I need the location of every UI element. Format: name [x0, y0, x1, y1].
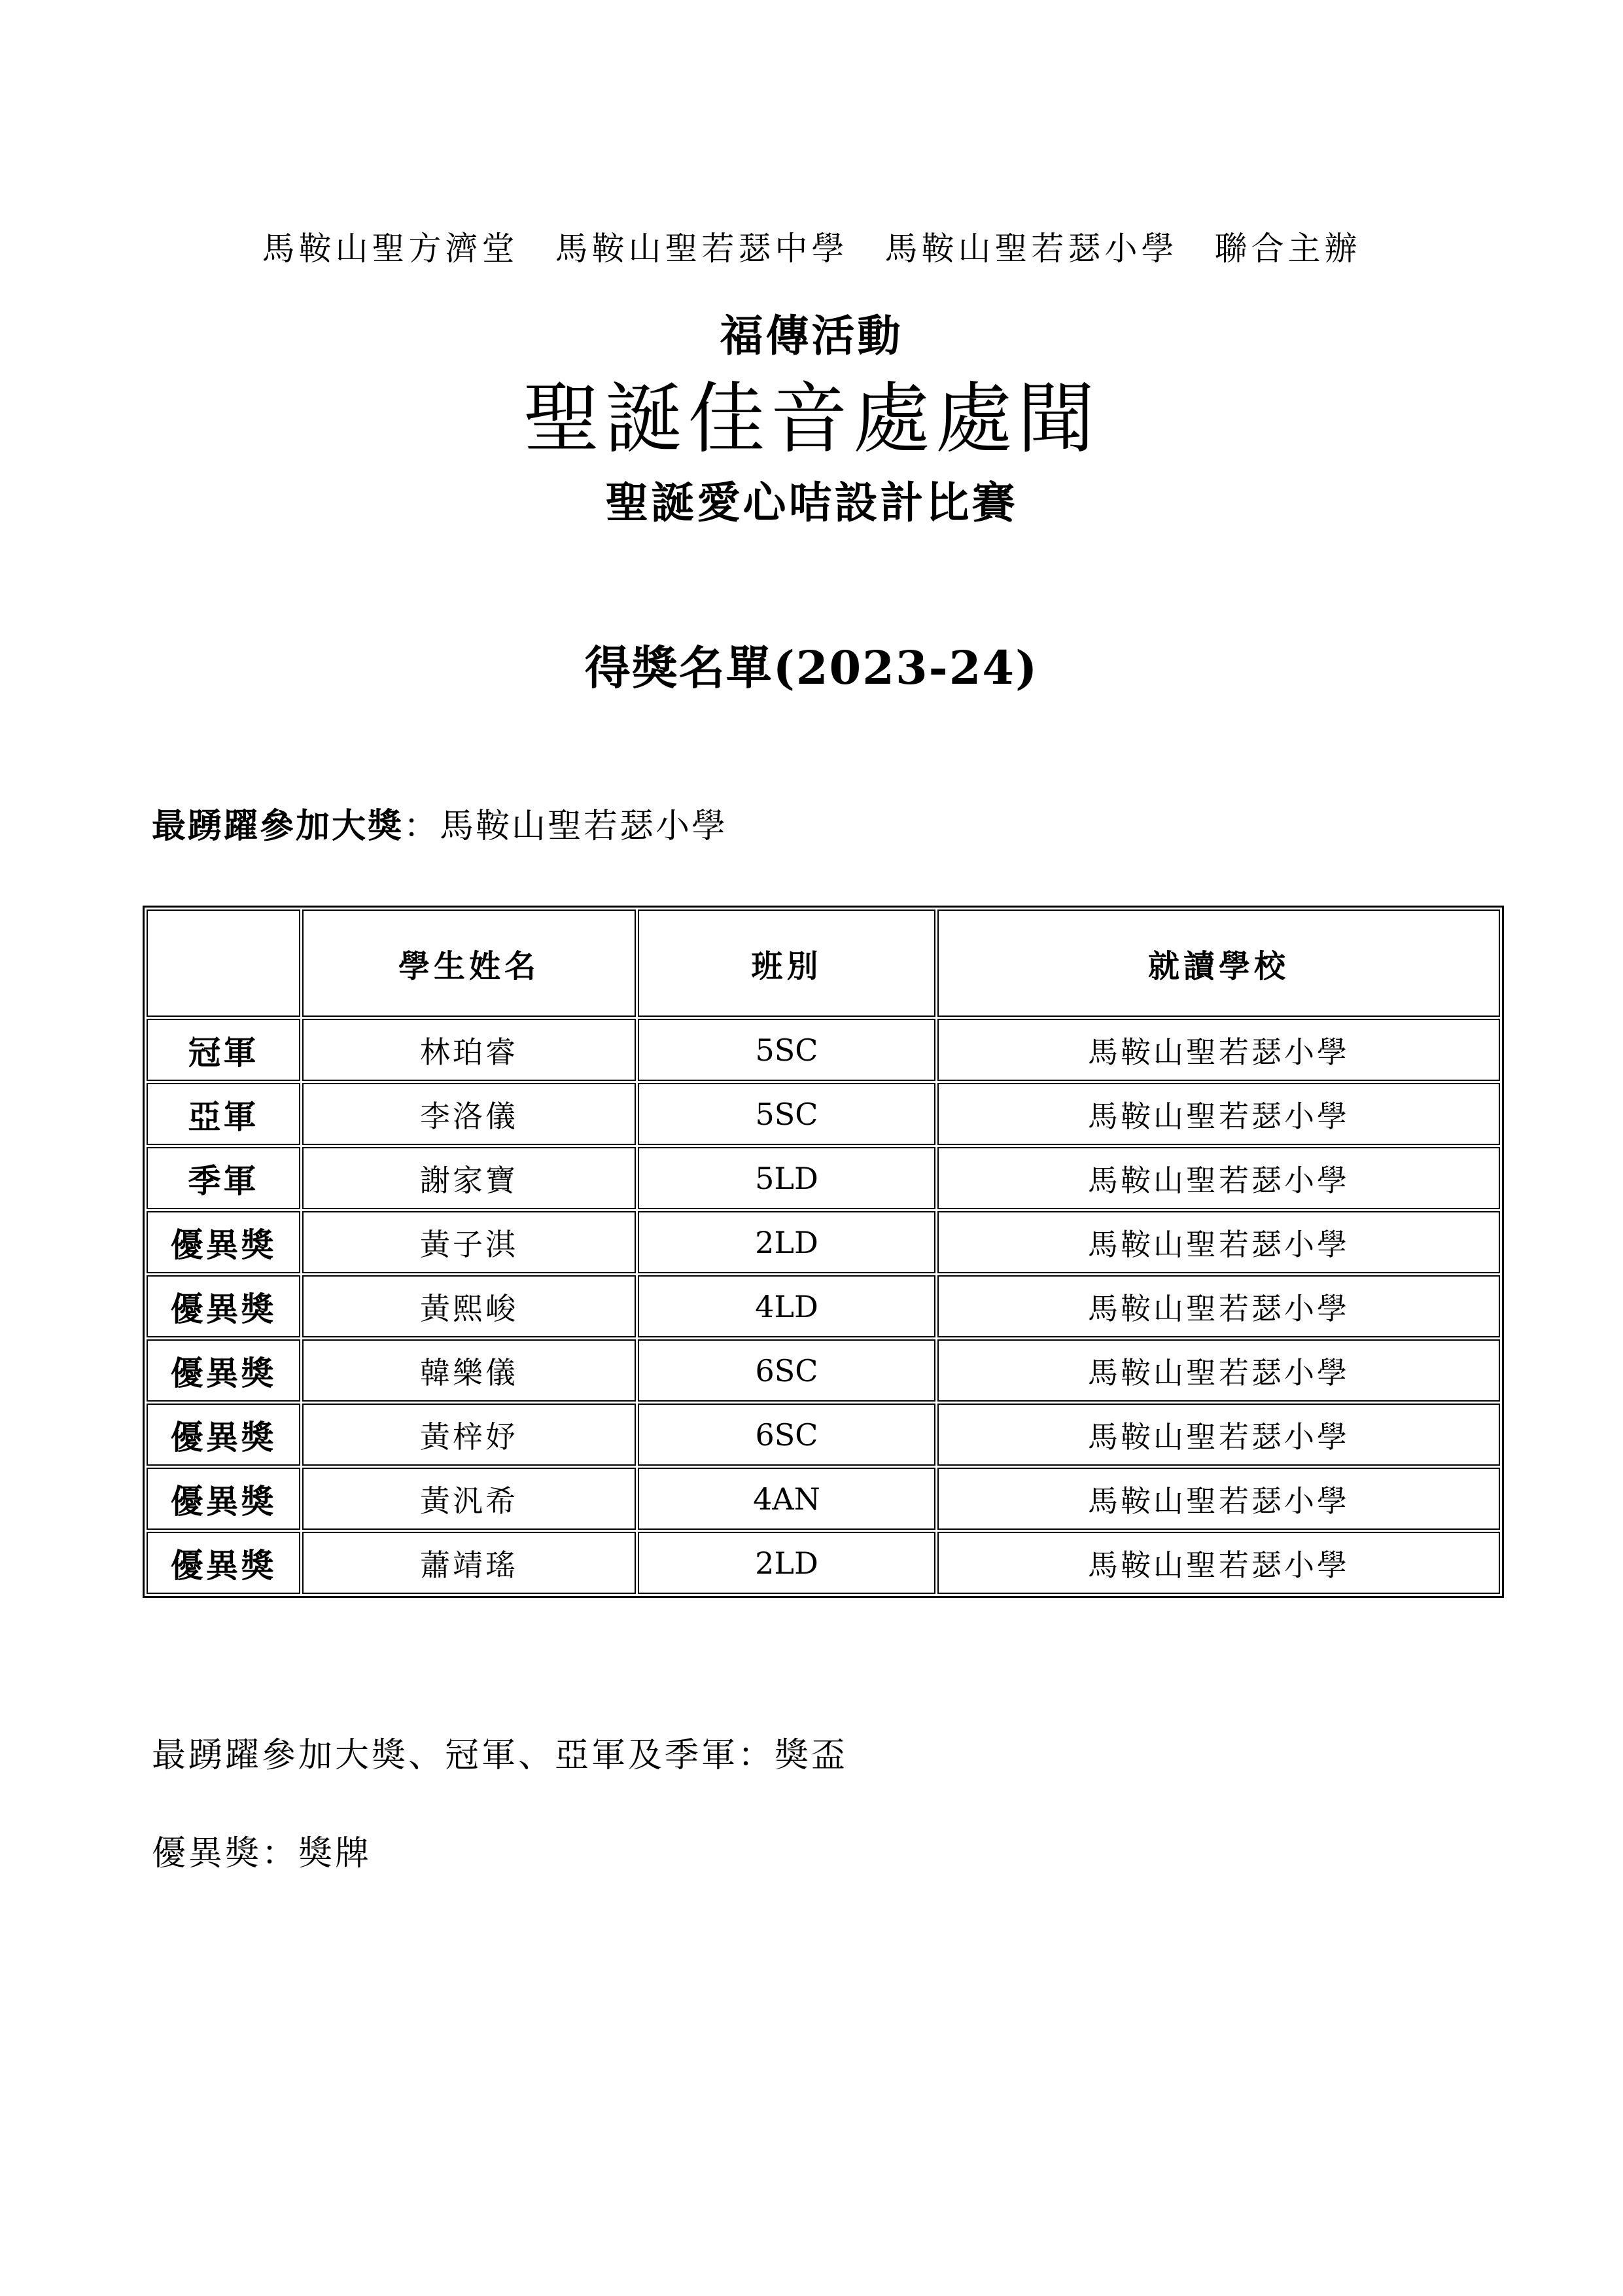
student-name-cell: 韓樂儀 — [302, 1339, 636, 1402]
prize-note-trophy: 最踴躍參加大獎、冠軍、亞軍及季軍：獎盃 — [152, 1736, 848, 1775]
table-row — [147, 1211, 1500, 1273]
student-name-cell: 黃汎希 — [302, 1468, 636, 1530]
prize-note-medal: 優異獎：獎牌 — [152, 1834, 372, 1873]
table-row — [147, 1339, 1500, 1402]
header-class: 班別 — [638, 910, 935, 1017]
award-cell: 優異獎 — [147, 1275, 300, 1337]
class-cell: 2LD — [638, 1211, 935, 1273]
class-cell: 4AN — [638, 1468, 935, 1530]
school-cell: 馬鞍山聖若瑟小學 — [937, 1339, 1500, 1402]
student-name-cell: 蕭靖瑤 — [302, 1532, 636, 1594]
school-cell: 馬鞍山聖若瑟小學 — [937, 1211, 1500, 1273]
school-cell: 馬鞍山聖若瑟小學 — [937, 1468, 1500, 1530]
school-cell: 馬鞍山聖若瑟小學 — [937, 1532, 1500, 1594]
award-cell: 優異獎 — [147, 1404, 300, 1466]
award-cell: 優異獎 — [147, 1339, 300, 1402]
school-cell: 馬鞍山聖若瑟小學 — [937, 1083, 1500, 1145]
competition-name: 聖誕愛心咭設計比賽 — [605, 477, 1018, 528]
award-list-title: 得獎名單(2023-24) — [584, 641, 1039, 695]
school-cell: 馬鞍山聖若瑟小學 — [937, 1404, 1500, 1466]
school-cell: 馬鞍山聖若瑟小學 — [937, 1019, 1500, 1081]
class-cell: 5LD — [638, 1147, 935, 1209]
award-cell: 優異獎 — [147, 1532, 300, 1594]
student-name-cell: 李洛儀 — [302, 1083, 636, 1145]
header-award — [147, 910, 300, 1017]
school-cell: 馬鞍山聖若瑟小學 — [937, 1275, 1500, 1337]
class-cell: 5SC — [638, 1083, 935, 1145]
school-cell: 馬鞍山聖若瑟小學 — [937, 1147, 1500, 1209]
participation-award — [152, 798, 727, 847]
class-cell: 2LD — [638, 1532, 935, 1594]
table-row — [147, 1468, 1500, 1530]
header-student-name: 學生姓名 — [302, 910, 636, 1017]
awards-table — [143, 906, 1504, 1598]
award-cell: 冠軍 — [147, 1019, 300, 1081]
class-cell: 6SC — [638, 1339, 935, 1402]
event-title: 聖誕佳音處處聞 — [523, 374, 1100, 464]
participation-award-school: 馬鞍山聖若瑟小學 — [440, 807, 728, 846]
award-cell: 優異獎 — [147, 1468, 300, 1530]
table-row — [147, 1532, 1500, 1594]
student-name-cell: 黃子淇 — [302, 1211, 636, 1273]
class-cell: 5SC — [638, 1019, 935, 1081]
organizers-line: 馬鞍山聖方濟堂 馬鞍山聖若瑟中學 馬鞍山聖若瑟小學 聯合主辦 — [262, 230, 1361, 268]
class-cell: 6SC — [638, 1404, 935, 1466]
event-type-heading: 福傳活動 — [720, 310, 903, 361]
table-row — [147, 1083, 1500, 1145]
table-row — [147, 1147, 1500, 1209]
participation-award-label: 最踴躍參加大獎 — [152, 806, 404, 846]
table-header-row — [147, 910, 1500, 1017]
award-cell: 亞軍 — [147, 1083, 300, 1145]
class-cell: 4LD — [638, 1275, 935, 1337]
header-school: 就讀學校 — [937, 910, 1500, 1017]
student-name-cell: 黃熙峻 — [302, 1275, 636, 1337]
student-name-cell: 黃梓妤 — [302, 1404, 636, 1466]
student-name-cell: 林珀睿 — [302, 1019, 636, 1081]
table-row — [147, 1019, 1500, 1081]
table-row — [147, 1275, 1500, 1337]
student-name-cell: 謝家寶 — [302, 1147, 636, 1209]
award-cell: 季軍 — [147, 1147, 300, 1209]
table-row — [147, 1404, 1500, 1466]
participation-award-separator: ： — [404, 807, 440, 846]
award-cell: 優異獎 — [147, 1211, 300, 1273]
